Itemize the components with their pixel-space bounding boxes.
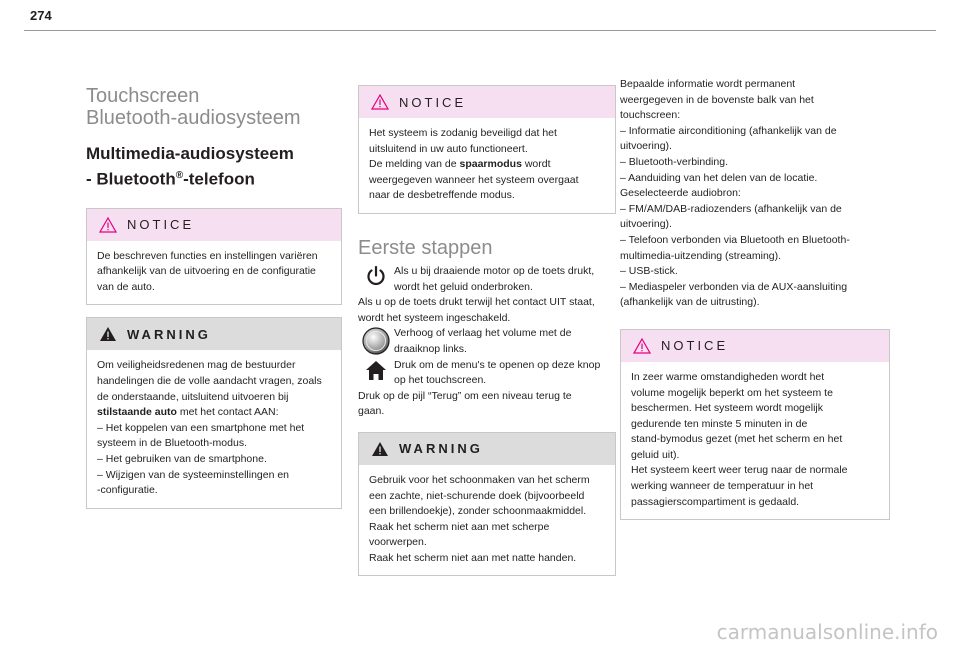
notice-text: Het systeem is zodanig beveiligd dat het uitsluitend in uw auto functioneert. De melding van de spaarmodus wordt weergegeven wanneer het systeem overgaat naar de desbetreffende modus. — [369, 127, 579, 202]
page-number: 274 — [30, 8, 52, 23]
column-right — [620, 60, 890, 520]
section-subtitle: Multimedia-audiosysteem - Bluetooth®-telefoon — [86, 144, 294, 189]
first-steps-text: Als u bij draaiende motor op de toets drukt, wordt het geluid onderbroken. Als u op de toets drukt terwijl het contact UIT staat, wordt het systeem ingeschakeld. Verhoog of verlaag het volume met de draaiknop links. Druk om de menu's te openen op deze knop op het touchscreen. Druk op de pijl “Terug” om een niveau terug te gaan. — [358, 264, 601, 418]
notice-text: In zeer warme omstandigheden wordt het volume mogelijk beperkt om het systeem te beschermen. Het systeem wordt mogelijk gedurende ten minste 5 minuten in de stand-bymodus gezet (met het scherm en het geluid uit). Het systeem keert weer terug naar de normale werking wanneer de temperatuur in het passagierscompartiment is gedaald. — [631, 370, 848, 508]
notice-warning-triangle-icon — [633, 338, 651, 354]
column-middle — [358, 60, 616, 576]
notice-label: NOTICE — [661, 338, 729, 354]
notice-box — [358, 85, 616, 214]
warning-text: Gebruik voor het schoonmaken van het scherm een zachte, niet-schurende doek (bijvoorbeeld een brillendoekje), zonder schoonmaakmiddel. Raak het scherm niet aan met scherpe voorwerpen. Raak het scherm niet aan met natte handen. — [369, 473, 590, 564]
notice-box — [86, 208, 342, 306]
notice-box — [620, 329, 890, 520]
top-divider — [24, 30, 936, 31]
notice-label: NOTICE — [127, 217, 195, 233]
notice-warning-triangle-icon — [99, 217, 117, 233]
warning-text: Om veiligheidsredenen mag de bestuurder handelingen die de volle aandacht vragen, zoals de onderstaande, uitsluitend uitvoeren bij stilstaande auto met het contact AAN: – Het koppelen van een smartphone met het systeem in de Bluetooth-modus. – Het gebruiken van de smartphone. – Wijzigen van de systeeminstellingen en -configuratie. — [97, 359, 322, 497]
volume-knob-icon — [362, 327, 390, 355]
notice-label: NOTICE — [399, 94, 467, 110]
chapter-title: Touchscreen Bluetooth-audiosysteem — [86, 85, 301, 129]
watermark-footer: carmanualsonline.info — [716, 620, 938, 644]
warning-label: WARNING — [399, 441, 483, 457]
column-left — [86, 60, 342, 509]
warning-box — [86, 317, 342, 508]
power-icon — [365, 265, 387, 287]
notice-warning-triangle-icon — [371, 94, 389, 110]
section-title: Eerste stappen — [358, 236, 493, 259]
notice-text: De beschreven functies en instellingen variëren afhankelijk van de uitvoering en de configuratie van de auto. — [97, 249, 318, 293]
warning-box — [358, 432, 616, 577]
status-bar-info-text: Bepaalde informatie wordt permanent weergegeven in de bovenste balk van het touchscreen: – Informatie airconditioning (afhankelijk van de uitvoering). – Bluetooth-verbinding. – Aanduiding van het delen van de locatie. Geselecteerde audiobron: – FM/AM/DAB-radiozenders (afhankelijk van de uitvoering). – Telefoon verbonden via Bluetooth en Bluetooth- multimedia-uitzending (streaming). – USB-stick. – Mediaspeler verbonden via de AUX-aansluiting (afhankelijk van de uitrusting). — [620, 78, 850, 309]
warning-triangle-icon — [99, 326, 117, 342]
warning-triangle-icon — [371, 441, 389, 457]
home-icon — [365, 359, 387, 381]
warning-label: WARNING — [127, 326, 211, 342]
